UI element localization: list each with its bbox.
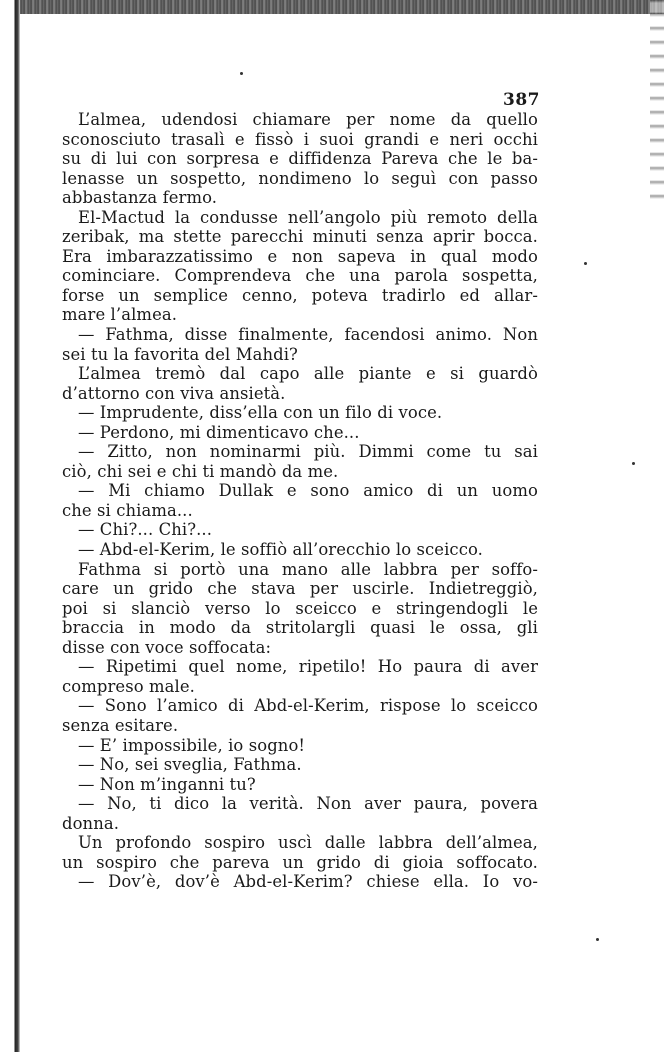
text-line: su di lui con sorpresa e diffidenza Pareva che le ba-	[62, 149, 538, 169]
scan-speck	[596, 938, 599, 941]
text-line: cominciare. Comprendeva che una parola sospetta,	[62, 266, 538, 286]
text-line: compreso male.	[62, 676, 195, 696]
text-line: braccia in modo da stritolargli quasi le ossa, gli	[62, 618, 538, 638]
text-line: sconosciuto trasalì e fissò i suoi grandi e neri occhi	[62, 129, 538, 149]
text-line: — Fathma, disse finalmente, facendosi animo. Non	[78, 325, 538, 345]
text-line: L’almea, udendosi chiamare per nome da quello	[78, 110, 538, 129]
text-line: — Chi?... Chi?...	[78, 520, 213, 540]
text-line: abbastanza fermo.	[62, 188, 218, 208]
scan-speck	[632, 462, 635, 465]
text-line: L’almea tremò dal capo alle piante e si guardò	[78, 364, 538, 384]
scan-right-edge	[650, 0, 664, 200]
text-line: care un grido che stava per uscirle. Indietreggiò,	[62, 579, 538, 599]
text-line: lenasse un sospetto, nondimeno lo seguì con passo	[62, 168, 538, 188]
text-line: sei tu la favorita del Mahdi?	[62, 344, 298, 364]
text-line: Fathma si portò una mano alle labbra per soffo-	[78, 559, 538, 579]
text-line: — Perdono, mi dimenticavo che...	[78, 422, 360, 442]
text-line: donna.	[62, 813, 120, 833]
text-line: — Zitto, non nominarmi più. Dimmi come tu sai	[78, 442, 538, 462]
text-line: — E’ impossibile, io sogno!	[78, 735, 306, 755]
text-line: — Abd-el-Kerim, le soffiò all’orecchio lo sceicco.	[78, 540, 483, 560]
page-number: 387	[503, 90, 540, 110]
text-line: — Ripetimi quel nome, ripetilo! Ho paura di aver	[78, 657, 538, 677]
scan-speck	[240, 72, 243, 75]
text-line: d’attorno con viva ansietà.	[62, 383, 286, 403]
text-line: poi si slanciò verso lo sceicco e stringendogli le	[62, 598, 538, 618]
text-line: — No, sei sveglia, Fathma.	[78, 755, 302, 775]
text-line: disse con voce soffocata:	[62, 637, 272, 657]
text-line: senza esitare.	[62, 715, 179, 735]
text-line: — Non m’inganni tu?	[78, 774, 256, 794]
text-line: zeribak, ma stette parecchi minuti senza aprir bocca.	[62, 227, 538, 247]
text-line: — Dov’è, dov’è Abd-el-Kerim? chiese ella. Io vo-	[78, 872, 538, 892]
text-line: — Mi chiamo Dullak e sono amico di un uomo	[78, 481, 538, 501]
text-line: un sospiro che pareva un grido di gioia soffocato.	[62, 852, 538, 872]
text-line: mare l’almea.	[62, 305, 178, 325]
scan-left-edge	[0, 0, 20, 1052]
body-text	[62, 110, 538, 892]
text-line: Un profondo sospiro uscì dalle labbra dell’almea,	[78, 833, 538, 853]
text-line: — Imprudente, diss’ella con un filo di voce.	[78, 403, 443, 423]
text-line: — No, ti dico la verità. Non aver paura, povera	[78, 794, 538, 814]
text-line: che si chiama...	[62, 500, 193, 520]
text-line: — Sono l’amico di Abd-el-Kerim, rispose lo sceicco	[78, 696, 538, 716]
scan-top-edge	[0, 0, 664, 14]
scan-speck	[584, 262, 587, 265]
text-line: Era imbarazzatissimo e non sapeva in qual modo	[62, 246, 538, 266]
text-line: El-Mactud la condusse nell’angolo più remoto della	[78, 207, 538, 227]
text-line: forse un semplice cenno, poteva tradirlo ed allar-	[62, 285, 538, 305]
text-line: ciò, chi sei e chi ti mandò da me.	[62, 461, 339, 481]
